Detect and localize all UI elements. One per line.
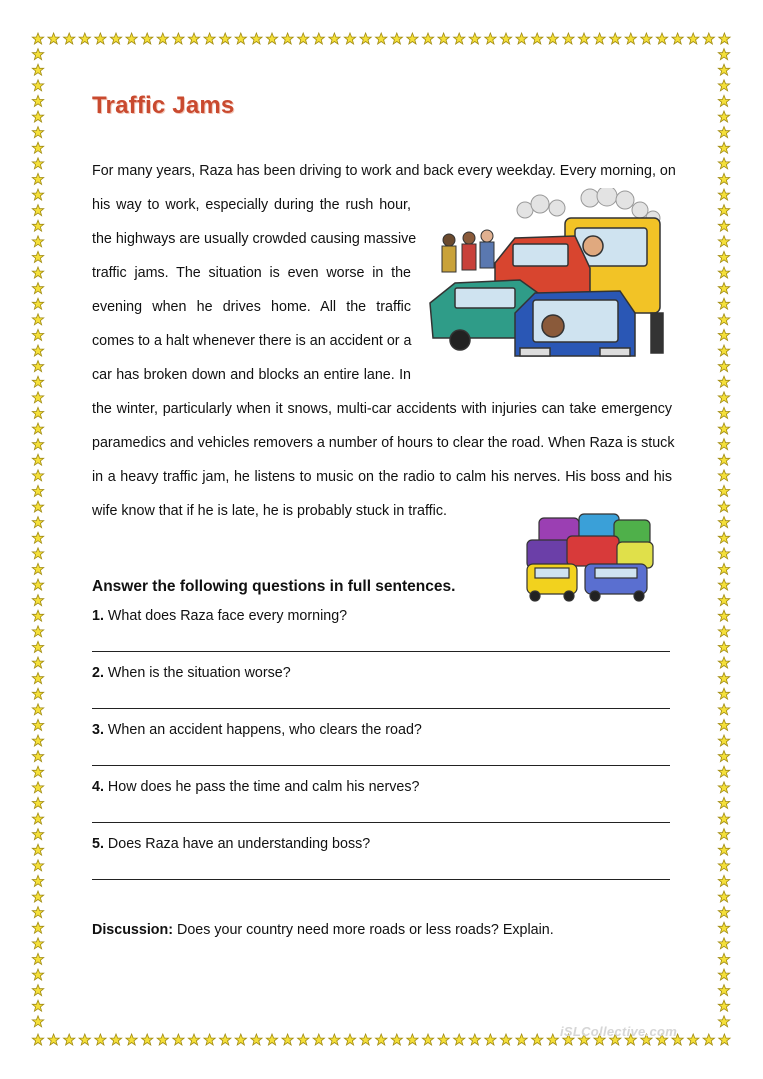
star-icon [32, 938, 43, 949]
star-icon [32, 657, 43, 668]
star-icon [32, 142, 43, 153]
question-number: 3. [92, 722, 104, 738]
questions-heading: Answer the following questions in full sentences. [92, 578, 456, 595]
watermark: iSLCollective.com [560, 1024, 678, 1039]
star-icon [516, 1034, 527, 1045]
star-icon [32, 782, 43, 793]
star-icon [32, 111, 43, 122]
question-number: 1. [92, 608, 104, 624]
star-icon [32, 891, 43, 902]
star-icon [188, 1034, 199, 1045]
star-icon [32, 267, 43, 278]
star-icon [718, 407, 729, 418]
star-icon [532, 1034, 543, 1045]
star-icon [32, 532, 43, 543]
star-icon [718, 267, 729, 278]
star-icon [718, 80, 729, 91]
star-icon [719, 1034, 730, 1045]
star-icon [718, 283, 729, 294]
star-icon [718, 595, 729, 606]
star-icon [422, 1034, 433, 1045]
star-icon [438, 33, 449, 44]
answer-line[interactable] [92, 765, 670, 766]
star-icon [703, 1034, 714, 1045]
star-icon [188, 33, 199, 44]
star-icon [718, 891, 729, 902]
star-icon [422, 33, 433, 44]
star-icon [32, 610, 43, 621]
star-icon [718, 111, 729, 122]
question-number: 5. [92, 836, 104, 852]
star-icon [718, 1016, 729, 1027]
star-icon [718, 501, 729, 512]
question-number: 4. [92, 779, 104, 795]
star-icon [718, 1000, 729, 1011]
star-icon [298, 33, 309, 44]
star-icon [718, 719, 729, 730]
discussion-label: Discussion: [92, 922, 174, 938]
star-icon [32, 454, 43, 465]
star-icon [32, 236, 43, 247]
traffic-jam-illustration [425, 188, 675, 378]
star-icon [718, 797, 729, 808]
star-icon [63, 33, 74, 44]
star-icon [718, 688, 729, 699]
star-icon [32, 423, 43, 434]
star-icon [32, 158, 43, 169]
star-icon [313, 1034, 324, 1045]
star-icon [235, 33, 246, 44]
star-icon [298, 1034, 309, 1045]
star-icon [32, 314, 43, 325]
passage-line: traffic jams. The situation is even worse in the [92, 265, 411, 281]
passage-line: For many years, Raza has been driving to work and back every weekday. Every morning, on [92, 163, 676, 179]
star-icon [32, 95, 43, 106]
star-icon [454, 33, 465, 44]
star-icon [142, 33, 153, 44]
star-icon [454, 1034, 465, 1045]
star-icon [594, 33, 605, 44]
star-icon [718, 751, 729, 762]
star-icon [344, 33, 355, 44]
star-icon [718, 439, 729, 450]
star-icon [391, 1034, 402, 1045]
star-icon [718, 470, 729, 481]
star-icon [32, 1016, 43, 1027]
star-icon [32, 329, 43, 340]
star-icon [688, 1034, 699, 1045]
star-icon [32, 688, 43, 699]
star-icon [718, 563, 729, 574]
passage-line: his way to work, especially during the rush hour, [92, 197, 411, 213]
star-icon [718, 127, 729, 138]
star-icon [79, 1034, 90, 1045]
star-icon [220, 1034, 231, 1045]
star-icon [485, 33, 496, 44]
star-icon [469, 1034, 480, 1045]
star-icon [32, 641, 43, 652]
star-icon [718, 517, 729, 528]
passage-line: the highways are usually crowded causing massive [92, 231, 417, 247]
star-icon [32, 33, 43, 44]
star-icon [32, 579, 43, 590]
star-icon [32, 485, 43, 496]
star-icon [703, 33, 714, 44]
star-icon [718, 875, 729, 886]
star-icon [157, 33, 168, 44]
star-icon [407, 1034, 418, 1045]
star-icon [718, 329, 729, 340]
star-icon [718, 673, 729, 684]
passage-line: comes to a halt whenever there is an accident or a [92, 333, 412, 349]
star-icon [204, 33, 215, 44]
star-icon [718, 626, 729, 637]
answer-line[interactable] [92, 708, 670, 709]
star-icon [718, 610, 729, 621]
question-5 [92, 836, 370, 852]
star-icon [718, 251, 729, 262]
star-icon [641, 33, 652, 44]
question-text: When an accident happens, who clears the road? [107, 722, 422, 738]
star-icon [32, 595, 43, 606]
star-icon [672, 33, 683, 44]
star-icon [610, 33, 621, 44]
star-icon [32, 361, 43, 372]
question-1 [92, 608, 347, 624]
star-icon [718, 361, 729, 372]
discussion-text: Does your country need more roads or less roads? Explain. [177, 922, 554, 938]
star-icon [32, 953, 43, 964]
passage-line: evening when he drives home. All the traffic [92, 299, 411, 315]
star-icon [32, 969, 43, 980]
star-icon [48, 1034, 59, 1045]
passage-line: wife know that if he is late, he is probably stuck in traffic. [92, 503, 447, 519]
answer-line[interactable] [92, 822, 670, 823]
question-text: Does Raza have an understanding boss? [107, 836, 371, 852]
passage-line: car has broken down and blocks an entire lane. In [92, 367, 411, 383]
star-icon [485, 1034, 496, 1045]
star-icon [718, 376, 729, 387]
star-icon [718, 220, 729, 231]
star-icon [32, 49, 43, 60]
star-icon [329, 1034, 340, 1045]
star-icon [718, 735, 729, 746]
question-4 [92, 779, 419, 795]
star-icon [360, 33, 371, 44]
star-icon [718, 485, 729, 496]
star-icon [32, 392, 43, 403]
star-icon [32, 813, 43, 824]
star-icon [110, 1034, 121, 1045]
star-icon [79, 33, 90, 44]
star-icon [32, 766, 43, 777]
star-icon [95, 33, 106, 44]
star-icon [516, 33, 527, 44]
star-icon [32, 298, 43, 309]
star-icon [32, 1000, 43, 1011]
star-icon [718, 938, 729, 949]
star-icon [718, 454, 729, 465]
star-icon [718, 345, 729, 356]
star-icon [500, 33, 511, 44]
star-icon [407, 33, 418, 44]
star-icon [95, 1034, 106, 1045]
star-icon [235, 1034, 246, 1045]
star-icon [142, 1034, 153, 1045]
star-icon [718, 532, 729, 543]
star-icon [32, 64, 43, 75]
answer-line[interactable] [92, 651, 670, 652]
star-icon [32, 907, 43, 918]
star-icon [32, 719, 43, 730]
star-icon [32, 735, 43, 746]
star-icon [251, 33, 262, 44]
star-icon [32, 439, 43, 450]
star-icon [718, 49, 729, 60]
star-icon [220, 33, 231, 44]
star-icon [578, 33, 589, 44]
star-icon [718, 922, 729, 933]
star-icon [32, 251, 43, 262]
star-icon [32, 517, 43, 528]
star-icon [718, 844, 729, 855]
star-icon [32, 127, 43, 138]
star-icon [344, 1034, 355, 1045]
answer-line[interactable] [92, 879, 670, 880]
star-icon [32, 80, 43, 91]
star-icon [32, 829, 43, 840]
star-icon [32, 985, 43, 996]
star-icon [718, 158, 729, 169]
star-icon [718, 985, 729, 996]
star-icon [32, 673, 43, 684]
star-icon [32, 407, 43, 418]
star-icon [126, 1034, 137, 1045]
star-icon [718, 173, 729, 184]
star-icon [438, 1034, 449, 1045]
star-icon [688, 33, 699, 44]
passage-line: the winter, particularly when it snows, multi-car accidents with injuries can take emergency [92, 401, 672, 417]
star-icon [32, 1034, 43, 1045]
passage-line: paramedics and vehicles removers a number of hours to clear the road. When Raza is stuck [92, 435, 675, 451]
star-icon [625, 33, 636, 44]
star-icon [32, 345, 43, 356]
star-icon [282, 1034, 293, 1045]
star-icon [718, 548, 729, 559]
star-icon [718, 657, 729, 668]
star-icon [282, 33, 293, 44]
star-icon [718, 829, 729, 840]
star-icon [718, 579, 729, 590]
star-icon [718, 142, 729, 153]
star-icon [656, 33, 667, 44]
question-text: When is the situation worse? [107, 665, 291, 681]
star-icon [718, 641, 729, 652]
star-icon [718, 813, 729, 824]
star-icon [718, 205, 729, 216]
discussion [92, 922, 554, 938]
star-icon [126, 33, 137, 44]
star-icon [32, 548, 43, 559]
star-icon [32, 173, 43, 184]
star-icon [391, 33, 402, 44]
star-icon [718, 766, 729, 777]
star-icon [719, 33, 730, 44]
cars-cluster-illustration [519, 510, 659, 602]
star-icon [32, 626, 43, 637]
star-icon [718, 392, 729, 403]
star-icon [251, 1034, 262, 1045]
star-icon [32, 376, 43, 387]
star-icon [32, 860, 43, 871]
star-icon [32, 844, 43, 855]
star-icon [360, 1034, 371, 1045]
star-icon [718, 64, 729, 75]
star-icon [32, 922, 43, 933]
page-title: Traffic Jams [92, 92, 235, 119]
star-icon [500, 1034, 511, 1045]
star-icon [718, 860, 729, 871]
star-icon [469, 33, 480, 44]
star-icon [718, 423, 729, 434]
star-icon [204, 1034, 215, 1045]
star-icon [266, 1034, 277, 1045]
star-icon [718, 236, 729, 247]
question-2 [92, 665, 291, 681]
star-icon [32, 875, 43, 886]
star-icon [532, 33, 543, 44]
star-icon [313, 33, 324, 44]
question-3 [92, 722, 422, 738]
star-icon [32, 704, 43, 715]
question-text: How does he pass the time and calm his nerves? [107, 779, 420, 795]
star-icon [63, 1034, 74, 1045]
star-icon [718, 969, 729, 980]
star-icon [157, 1034, 168, 1045]
star-icon [110, 33, 121, 44]
star-icon [32, 797, 43, 808]
star-icon [718, 95, 729, 106]
star-icon [718, 704, 729, 715]
star-icon [32, 220, 43, 231]
star-icon [32, 751, 43, 762]
passage-line: in a heavy traffic jam, he listens to music on the radio to calm his nerves. His boss and his [92, 469, 672, 485]
star-icon [329, 33, 340, 44]
star-icon [32, 563, 43, 574]
star-icon [32, 205, 43, 216]
star-icon [173, 1034, 184, 1045]
star-icon [32, 470, 43, 481]
star-icon [718, 907, 729, 918]
star-icon [376, 1034, 387, 1045]
star-icon [48, 33, 59, 44]
question-text: What does Raza face every morning? [107, 608, 348, 624]
star-icon [32, 189, 43, 200]
star-icon [376, 33, 387, 44]
star-icon [718, 314, 729, 325]
star-icon [718, 953, 729, 964]
star-icon [266, 33, 277, 44]
star-icon [32, 501, 43, 512]
star-icon [563, 33, 574, 44]
star-icon [32, 283, 43, 294]
star-icon [718, 298, 729, 309]
star-icon [173, 33, 184, 44]
star-icon [718, 189, 729, 200]
star-icon [547, 33, 558, 44]
star-icon [718, 782, 729, 793]
star-icon [547, 1034, 558, 1045]
question-number: 2. [92, 665, 104, 681]
